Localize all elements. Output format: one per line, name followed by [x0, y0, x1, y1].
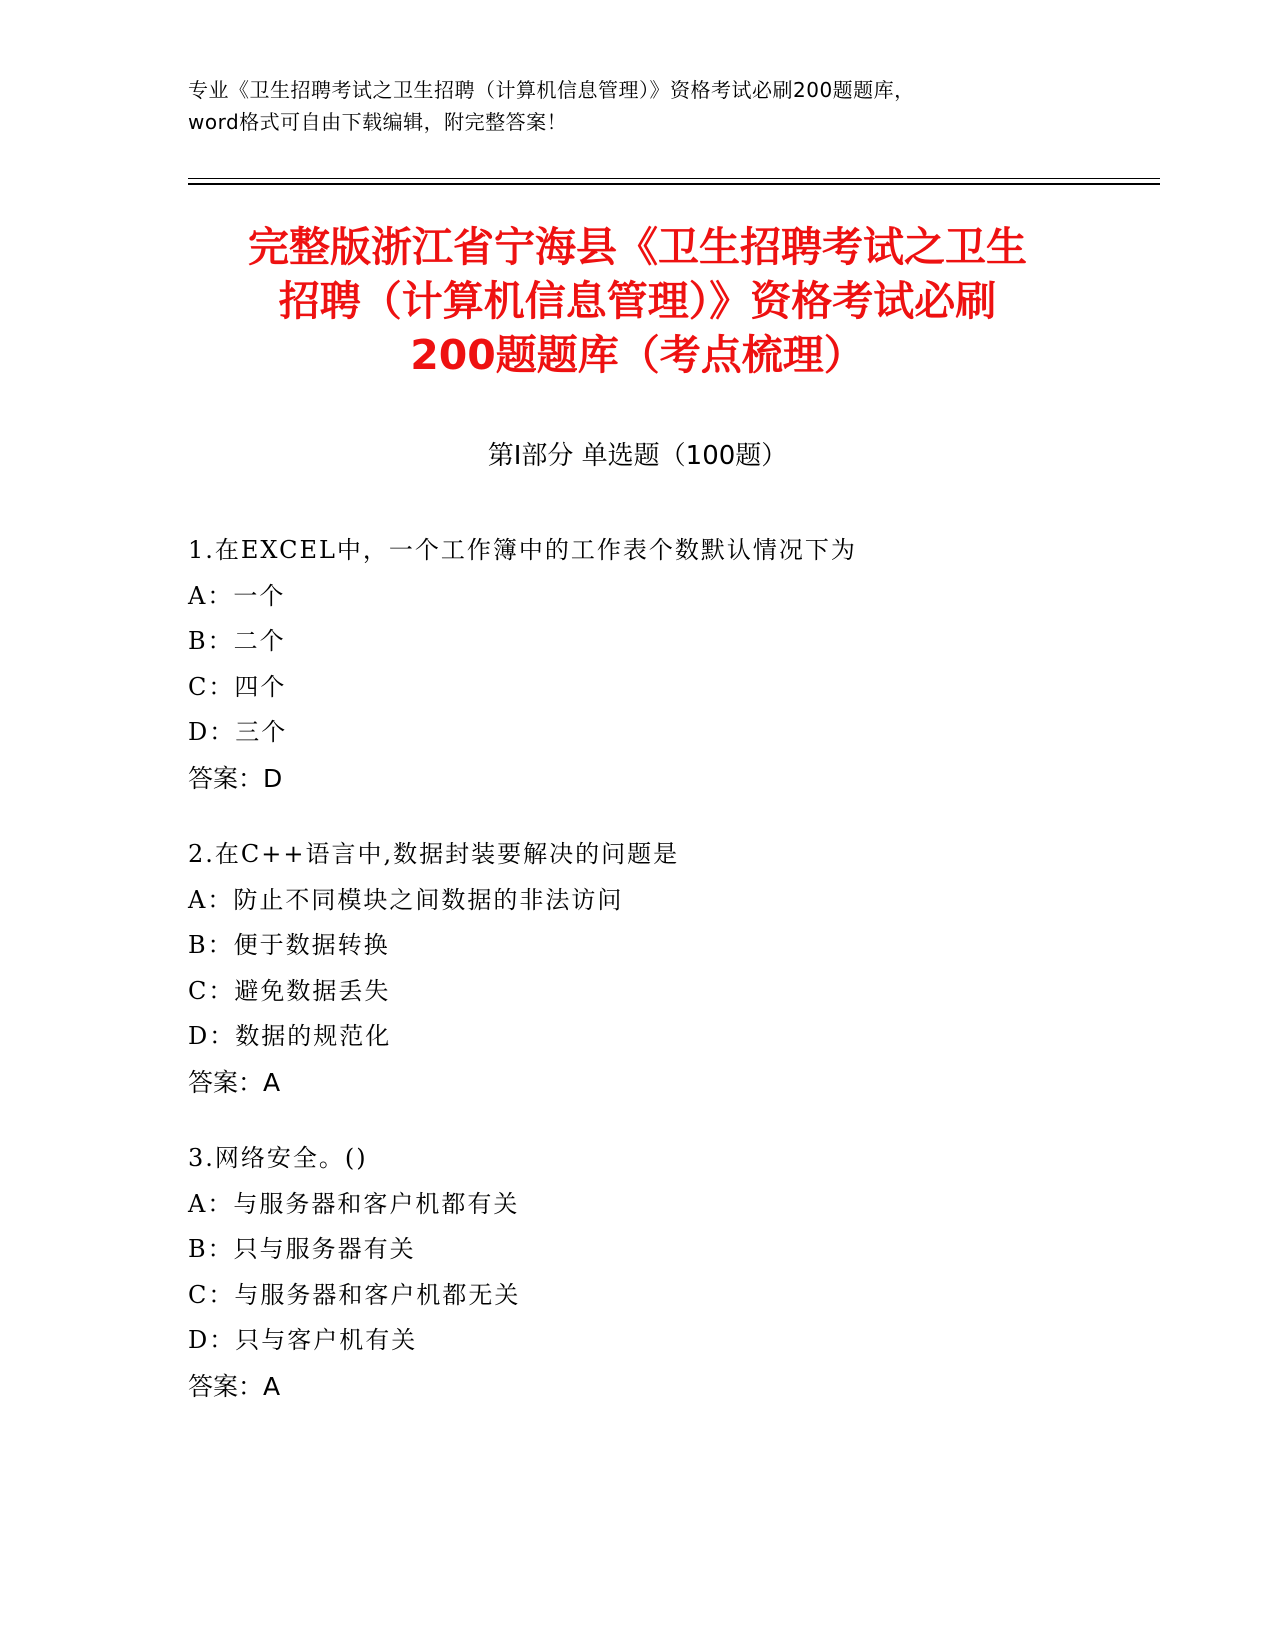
option-a: A：与服务器和客户机都有关 — [188, 1189, 520, 1218]
header-divider-thin — [188, 178, 1160, 179]
question-item — [188, 528, 1088, 801]
header-note-line-1: 专业《卫生招聘考试之卫生招聘（计算机信息管理）》资格考试必刷200题题库， — [188, 78, 915, 102]
document-title-line-3: 200题题库（考点梳理） — [410, 331, 865, 379]
document-title — [170, 220, 1105, 382]
header-note — [188, 74, 1088, 138]
answer-text: 答案：D — [188, 763, 283, 793]
question-stem: 2.在C++语言中,数据封装要解决的问题是 — [188, 840, 680, 868]
header-note-line-2: word格式可自由下载编辑，附完整答案！ — [188, 110, 568, 134]
question-stem: 3.网络安全。() — [188, 1144, 368, 1172]
question-stem: 1.在EXCEL中，一个工作簿中的工作表个数默认情况下为 — [188, 536, 857, 564]
option-c: C：避免数据丢失 — [188, 976, 391, 1005]
option-b: B：便于数据转换 — [188, 931, 390, 959]
option-b: B：只与服务器有关 — [188, 1235, 416, 1263]
option-d: D：只与客户机有关 — [188, 1326, 418, 1354]
document-title-line-2: 招聘（计算机信息管理）》资格考试必刷 — [278, 277, 997, 325]
option-a: A：防止不同模块之间数据的非法访问 — [188, 885, 624, 914]
section-title: 第Ⅰ部分 单选题（100题） — [487, 441, 788, 471]
answer-text: 答案：A — [188, 1067, 281, 1097]
answer-text: 答案：A — [188, 1371, 281, 1401]
option-b: B：二个 — [188, 627, 286, 655]
question-list — [188, 528, 1088, 1440]
option-d: D：三个 — [188, 718, 288, 746]
question-item — [188, 1136, 1088, 1409]
option-d: D：数据的规范化 — [188, 1022, 392, 1050]
option-c: C：与服务器和客户机都无关 — [188, 1280, 521, 1309]
header-divider-thick — [188, 183, 1160, 185]
question-item — [188, 832, 1088, 1105]
option-c: C：四个 — [188, 672, 287, 701]
document-title-line-1: 完整版浙江省宁海县《卫生招聘考试之卫生 — [248, 223, 1027, 271]
option-a: A：一个 — [188, 581, 286, 610]
